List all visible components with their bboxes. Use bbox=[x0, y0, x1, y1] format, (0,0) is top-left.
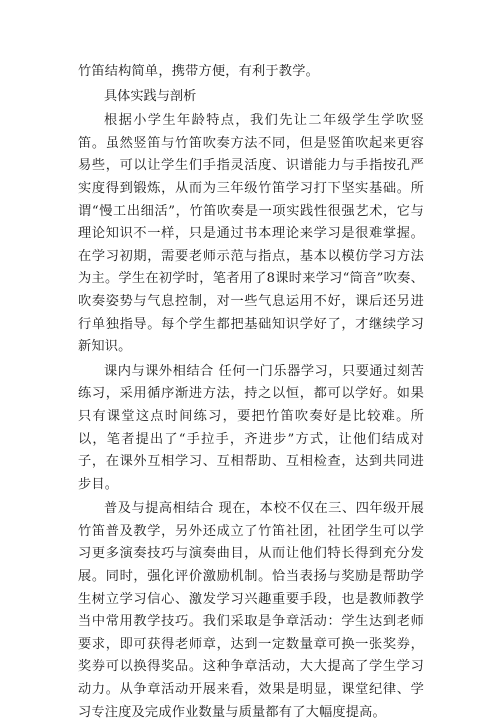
paragraph-intro: 竹笛结构简单，携带方便，有利于教学。 bbox=[78, 64, 319, 79]
document-page bbox=[78, 61, 424, 724]
paragraph-in-out-class: 课内与课外相结合 任何一门乐器学习，只要通过刻苦练习，采用循序渐进方法，持之以恒，都可以学好。如果只有课堂这点时间练习，要把竹笛吹奏好是比较难。所以，笔者提出了“手拉手，齐进步”方式，让他们结成对子，在课外互相学习、互相帮助、互相检查，达到共同进步目。 bbox=[78, 363, 424, 492]
section-heading: 具体实践与剖析 bbox=[104, 88, 197, 104]
paragraph-popularize: 普及与提高相结合 现在，本校不仅在三、四年级开展竹笛普及教学，另外还成立了竹笛社团，社团学生可以学习更多演奏技巧与演奏曲目，从而让他们特长得到充分发展。同时，强化评价激励机制。恰当表扬与奖励是帮助学生树立学习信心、激发学习兴趣重要手段，也是教师教学当中常用教学技巧。我们采取是争章活动：学生达到老师要求，即可获得老师章，达到一定数量章可换一张奖券，奖券可以换得奖品。这种争章活动，大大提高了学生学习动力。从争章活动开展来看，效果是明显，课堂纪律、学习专注度及完成作业数量与质量都有了大幅度提高。 bbox=[78, 501, 424, 720]
paragraph-practice: 根据小学生年龄特点，我们先让二年级学生学吹竖笛。虽然竖笛与竹笛吹奏方法不同，但是竖笛吹起来更容易些，可以让学生们手指灵活度、识谱能力与手指按孔严实度得到锻炼，从而为三年级竹笛学习打下坚实基础。所谓“慢工出细活”，竹笛吹奏是一项实践性很强艺术，它与理论知识不一样，只是通过书本理论来学习是很难掌握。在学习初期，需要老师示范与指点，基本以模仿学习方法为主。学生在初学时，笔者用了8课时来学习“筒音”吹奏、吹奏姿势与气息控制，对一些气息运用不好，课后还另进行单独指导。每个学生都把基础知识学好了，才继续学习新知识。 bbox=[78, 113, 424, 355]
